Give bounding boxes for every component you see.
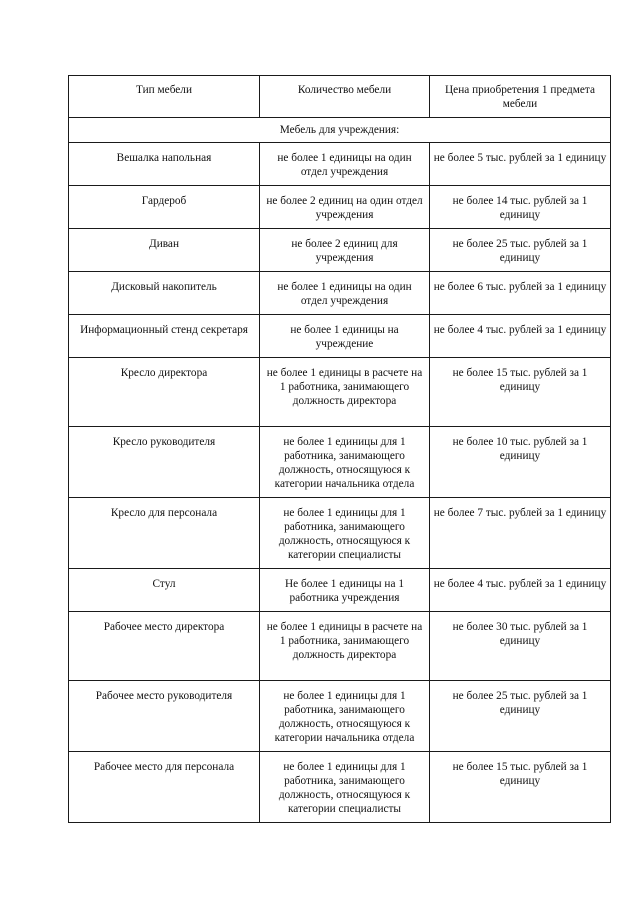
cell-price: не более 4 тыс. рублей за 1 единицу (430, 315, 611, 358)
cell-type: Рабочее место для персонала (69, 752, 260, 823)
header-cell-type: Тип мебели (69, 76, 260, 118)
table-row (69, 612, 611, 681)
cell-quantity: не более 2 единиц для учреждения (260, 229, 430, 272)
table-header-row (69, 76, 611, 118)
section-row (69, 118, 611, 143)
cell-quantity: не более 1 единицы на один отдел учреждения (260, 143, 430, 186)
cell-quantity: не более 1 единицы в расчете на 1 работника, занимающего должность директора (260, 358, 430, 427)
cell-type: Рабочее место директора (69, 612, 260, 681)
table-row (69, 315, 611, 358)
cell-price: не более 5 тыс. рублей за 1 единицу (430, 143, 611, 186)
cell-quantity: не более 2 единиц на один отдел учреждения (260, 186, 430, 229)
cell-type: Диван (69, 229, 260, 272)
cell-type: Дисковый накопитель (69, 272, 260, 315)
cell-type: Кресло директора (69, 358, 260, 427)
table-row (69, 427, 611, 498)
cell-type: Стул (69, 569, 260, 612)
cell-type: Кресло руководителя (69, 427, 260, 498)
table-row (69, 186, 611, 229)
cell-price: не более 15 тыс. рублей за 1 единицу (430, 358, 611, 427)
cell-quantity: не более 1 единицы в расчете на 1 работника, занимающего должность директора (260, 612, 430, 681)
cell-price: не более 15 тыс. рублей за 1 единицу (430, 752, 611, 823)
cell-quantity: не более 1 единицы для 1 работника, занимающего должность, относящуюся к категории начальника отдела (260, 427, 430, 498)
cell-type: Вешалка напольная (69, 143, 260, 186)
table-row (69, 272, 611, 315)
table-row (69, 143, 611, 186)
cell-quantity: не более 1 единицы на учреждение (260, 315, 430, 358)
section-title: Мебель для учреждения: (69, 118, 611, 143)
table-row (69, 569, 611, 612)
table-row (69, 358, 611, 427)
cell-quantity: Не более 1 единицы на 1 работника учреждения (260, 569, 430, 612)
table-row (69, 229, 611, 272)
table-row (69, 752, 611, 823)
cell-price: не более 7 тыс. рублей за 1 единицу (430, 498, 611, 569)
table-row (69, 681, 611, 752)
cell-type: Информационный стенд секретаря (69, 315, 260, 358)
cell-quantity: не более 1 единицы для 1 работника, занимающего должность, относящуюся к категории специалисты (260, 498, 430, 569)
cell-quantity: не более 1 единицы на один отдел учреждения (260, 272, 430, 315)
cell-quantity: не более 1 единицы для 1 работника, занимающего должность, относящуюся к категории специалисты (260, 752, 430, 823)
cell-type: Рабочее место руководителя (69, 681, 260, 752)
cell-type: Кресло для персонала (69, 498, 260, 569)
furniture-table (68, 75, 611, 823)
cell-quantity: не более 1 единицы для 1 работника, занимающего должность, относящуюся к категории начальника отдела (260, 681, 430, 752)
cell-price: не более 25 тыс. рублей за 1 единицу (430, 681, 611, 752)
cell-price: не более 14 тыс. рублей за 1 единицу (430, 186, 611, 229)
cell-price: не более 25 тыс. рублей за 1 единицу (430, 229, 611, 272)
cell-type: Гардероб (69, 186, 260, 229)
header-cell-quantity: Количество мебели (260, 76, 430, 118)
table-row (69, 498, 611, 569)
cell-price: не более 6 тыс. рублей за 1 единицу (430, 272, 611, 315)
header-cell-price: Цена приобретения 1 предмета мебели (430, 76, 611, 118)
cell-price: не более 30 тыс. рублей за 1 единицу (430, 612, 611, 681)
cell-price: не более 10 тыс. рублей за 1 единицу (430, 427, 611, 498)
cell-price: не более 4 тыс. рублей за 1 единицу (430, 569, 611, 612)
